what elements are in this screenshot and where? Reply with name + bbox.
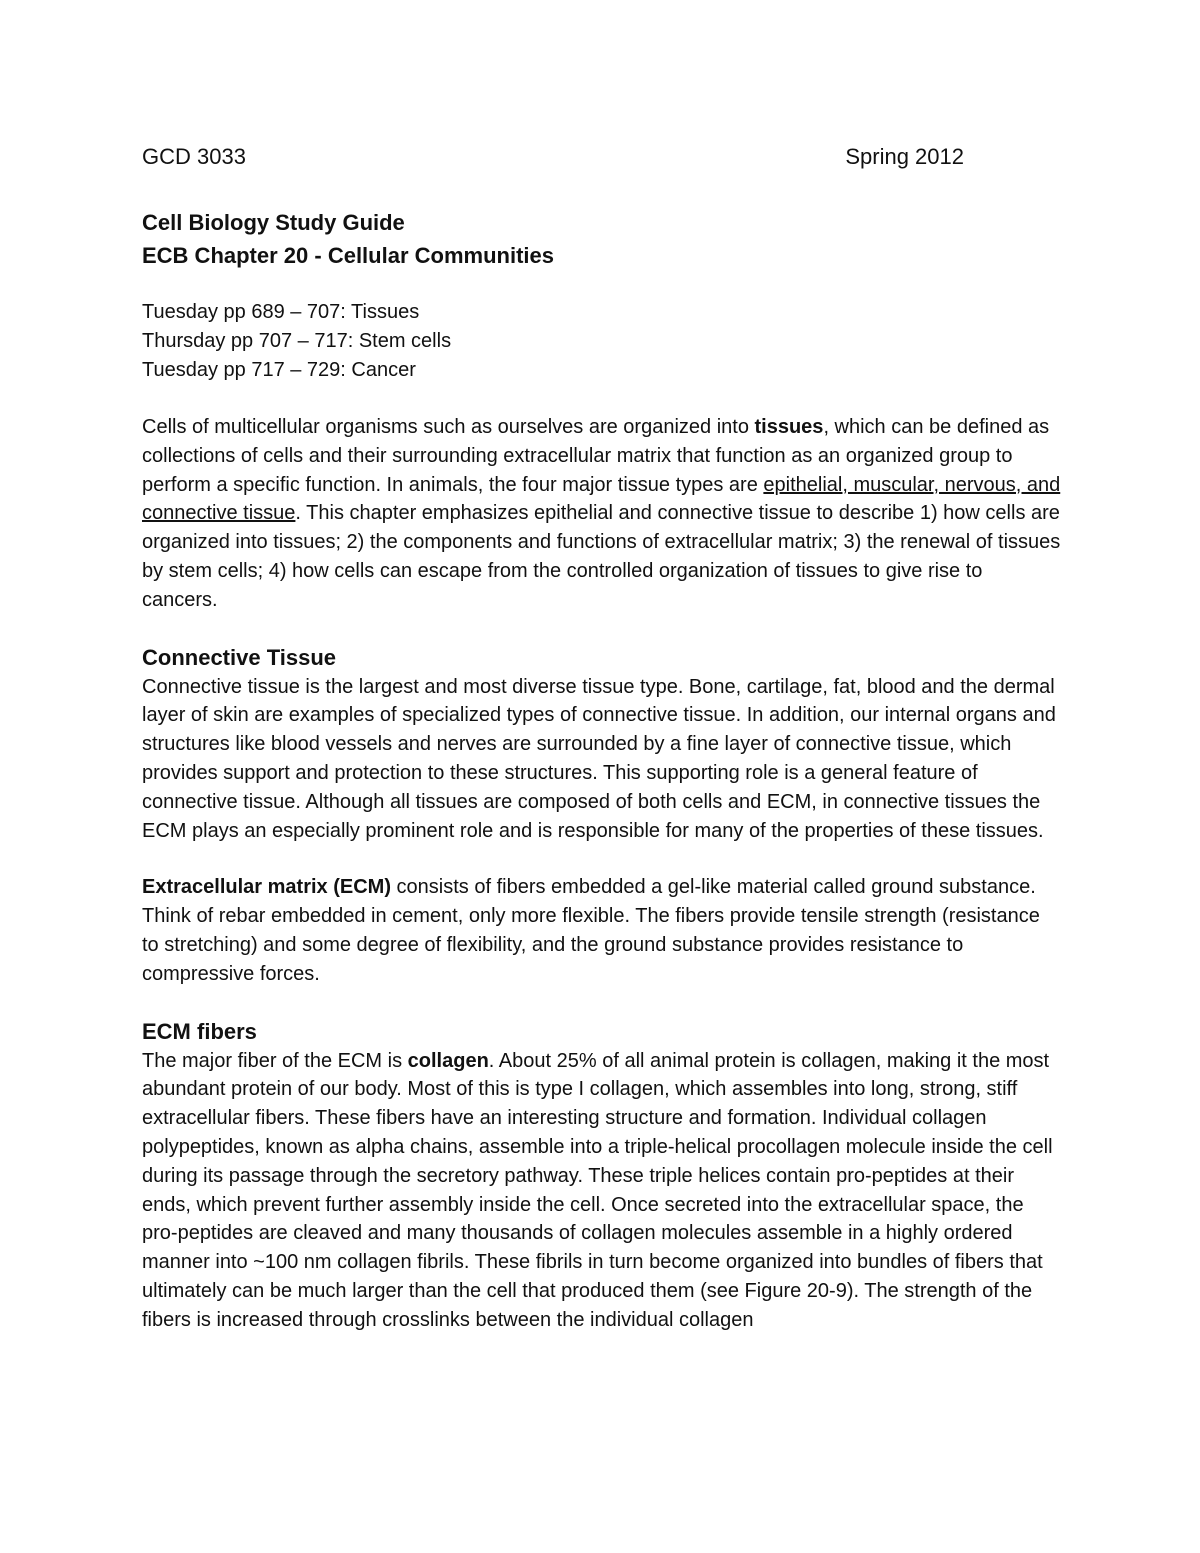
ecm-text: consists of fibers embedded a gel-like material called ground substance. Think of rebar embedded in cement, only more flexible. The fibers provide tensile strength (resistance to stretching) and some degree of flexibility, and the ground substance provides resistance to compressive forces. <box>142 876 1040 985</box>
guide-title: Cell Biology Study Guide <box>142 210 405 235</box>
chapter-title: ECB Chapter 20 - Cellular Communities <box>142 243 554 268</box>
intro-text: . This chapter emphasizes epithelial and connective tissue to describe 1) how cells are organized into tissues; 2) the components and functions of extracellular matrix; 3) the renewal of tissues by stem cells; 4) how cells can escape from the controlled organization of tissues to give rise to cancers. <box>142 502 1061 611</box>
reading-schedule <box>142 298 1062 385</box>
intro-paragraph <box>142 413 1062 615</box>
schedule-item: Thursday pp 707 – 717: Stem cells <box>142 330 452 352</box>
term-collagen: collagen <box>407 1049 489 1072</box>
section-heading-fibers: ECM fibers <box>142 1018 257 1044</box>
connective-paragraph: Connective tissue is the largest and most diverse tissue type. Bone, cartilage, fat, blood and the dermal layer of skin are examples of specialized types of connective tissue. In addition, our internal organs and structures like blood vessels and nerves are surrounded by a fine layer of connective tissue, which provides support and protection to these structures. This supporting role is a general feature of connective tissue. Although all tissues are composed of both cells and ECM, in connective tissues the ECM plays an especially prominent role and is responsible for many of the properties of these tissues. <box>142 675 1056 842</box>
intro-text: , which can be defined as collections of cells and their surrounding extracellular matrix that function as an organized group to perform a specific function. In animals, the four major tissue types are <box>142 416 1050 496</box>
document-header <box>142 140 964 174</box>
course-code: GCD 3033 <box>142 144 246 169</box>
section-heading-connective: Connective Tissue <box>142 644 336 670</box>
tissue-types: epithelial, muscular, nervous, and connective tissue <box>142 473 1061 525</box>
ecm-paragraph <box>142 873 1062 988</box>
intro-text: Cells of multicellular organisms such as ourselves are organized into <box>142 416 755 438</box>
schedule-item: Tuesday pp 717 – 729: Cancer <box>142 359 416 381</box>
term-tissues: tissues <box>754 416 824 438</box>
fibers-text: . About 25% of all animal protein is collagen, making it the most abundant protein of our body. Most of this is type I collagen, which assembles into long, strong, stiff extracellular fibers. These fibers have an interesting structure and formation. Individual collagen polypeptides, known as alpha chains, assemble into a triple-helical procollagen molecule inside the cell during its passage through the secretory pathway. These triple helices contain pro-peptides at their ends, which prevent further assembly inside the cell. Once secreted into the extracellular space, the pro-peptides are cleaved and many thousands of collagen molecules assemble in a highly ordered manner into ~100 nm collagen fibrils. These fibrils in turn become organized into bundles of fibers that ultimately can be much larger than the cell that produced them (see Figure 20-9). The strength of the fibers is increased through crosslinks between the individual collagen <box>142 1049 1053 1331</box>
term: Spring 2012 <box>845 144 964 169</box>
document-titles <box>142 206 1062 272</box>
fibers-paragraph <box>142 1047 1062 1335</box>
term-ecm: Extracellular matrix (ECM) <box>142 876 391 899</box>
schedule-item: Tuesday pp 689 – 707: Tissues <box>142 301 420 323</box>
fibers-text: The major fiber of the ECM is <box>142 1049 408 1072</box>
document-page <box>142 140 1062 1335</box>
